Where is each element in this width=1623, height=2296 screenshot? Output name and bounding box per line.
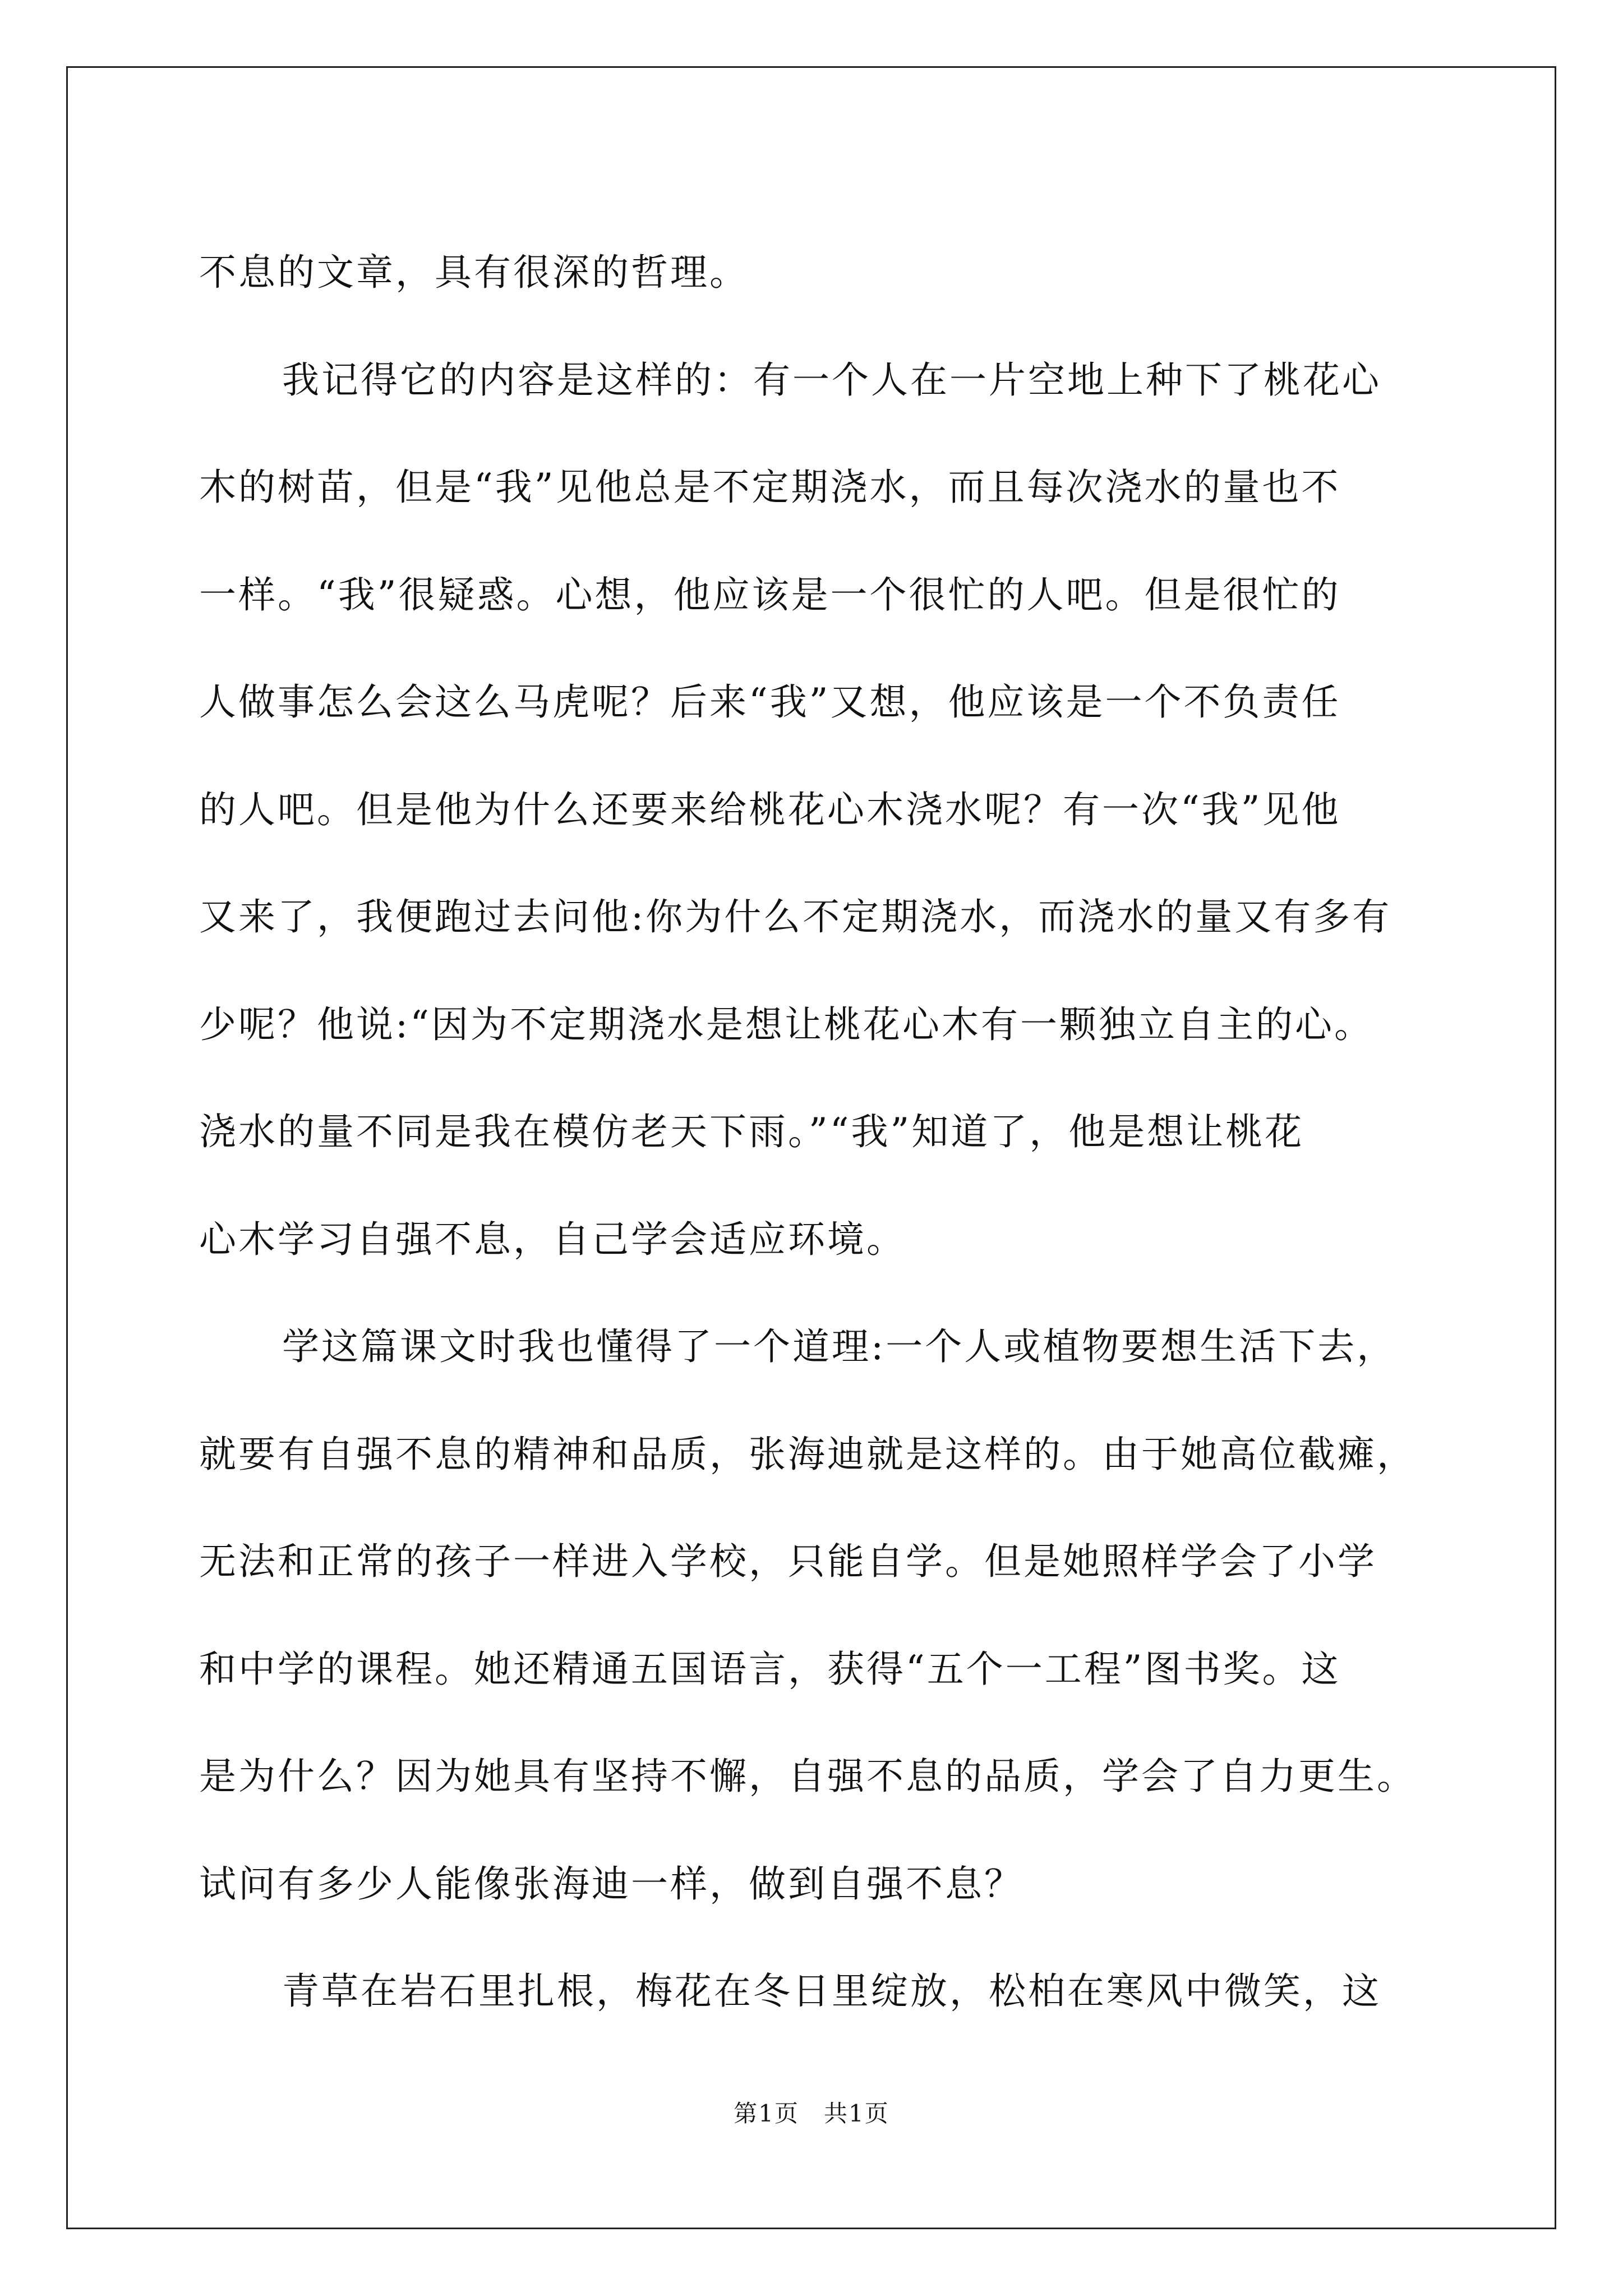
text-line: 和中学的课程。她还精通五国语言，获得“五个一工程”图书奖。这 bbox=[199, 1647, 1341, 1691]
text-line: 又来了，我便跑过去问他:你为什么不定期浇水，而浇水的量又有多有 bbox=[199, 895, 1392, 938]
text-line: 无法和正常的孩子一样进入学校，只能自学。但是她照样学会了小学 bbox=[199, 1540, 1377, 1583]
paragraph-start-line: 青草在岩石里扎根，梅花在冬日里绽放，松柏在寒风中微笑，这 bbox=[282, 1970, 1381, 2013]
text-line: 心木学习自强不息，自己学会适应环境。 bbox=[199, 1217, 906, 1261]
text-line: 一样。“我”很疑惑。心想，他应该是一个很忙的人吧。但是很忙的 bbox=[199, 573, 1341, 616]
text-line: 是为什么？因为她具有坚持不懈，自强不息的品质，学会了自力更生。 bbox=[199, 1755, 1416, 1798]
page-footer: 第1页 共1页 bbox=[734, 2100, 889, 2127]
text-line: 的人吧。但是他为什么还要来给桃花心木浇水呢？有一次“我”见他 bbox=[199, 788, 1341, 831]
text-line: 浇水的量不同是我在模仿老天下雨。”“我”知道了，他是想让桃花 bbox=[199, 1110, 1304, 1153]
text-line: 就要有自强不息的精神和品质，张海迪就是这样的。由于她高位截瘫， bbox=[199, 1432, 1416, 1476]
text-line: 人做事怎么会这么马虎呢？后来“我”又想，他应该是一个不负责任 bbox=[199, 680, 1341, 724]
document-body bbox=[199, 219, 1438, 2045]
text-line: 少呢？他说:“因为不定期浇水是想让桃花心木有一颗独立自主的心。 bbox=[199, 1002, 1373, 1046]
text-line: 不息的文章，具有很深的哲理。 bbox=[199, 251, 749, 294]
text-line: 木的树苗，但是“我”见他总是不定期浇水，而且每次浇水的量也不 bbox=[199, 466, 1341, 509]
text-line: 试问有多少人能像张海迪一样，做到自强不息？ bbox=[199, 1862, 1023, 1906]
paragraph-start-line: 学这篇课文时我也懂得了一个道理:一个人或植物要想生活下去， bbox=[282, 1325, 1396, 1368]
paragraph-start-line: 我记得它的内容是这样的：有一个人在一片空地上种下了桃花心 bbox=[282, 358, 1381, 402]
